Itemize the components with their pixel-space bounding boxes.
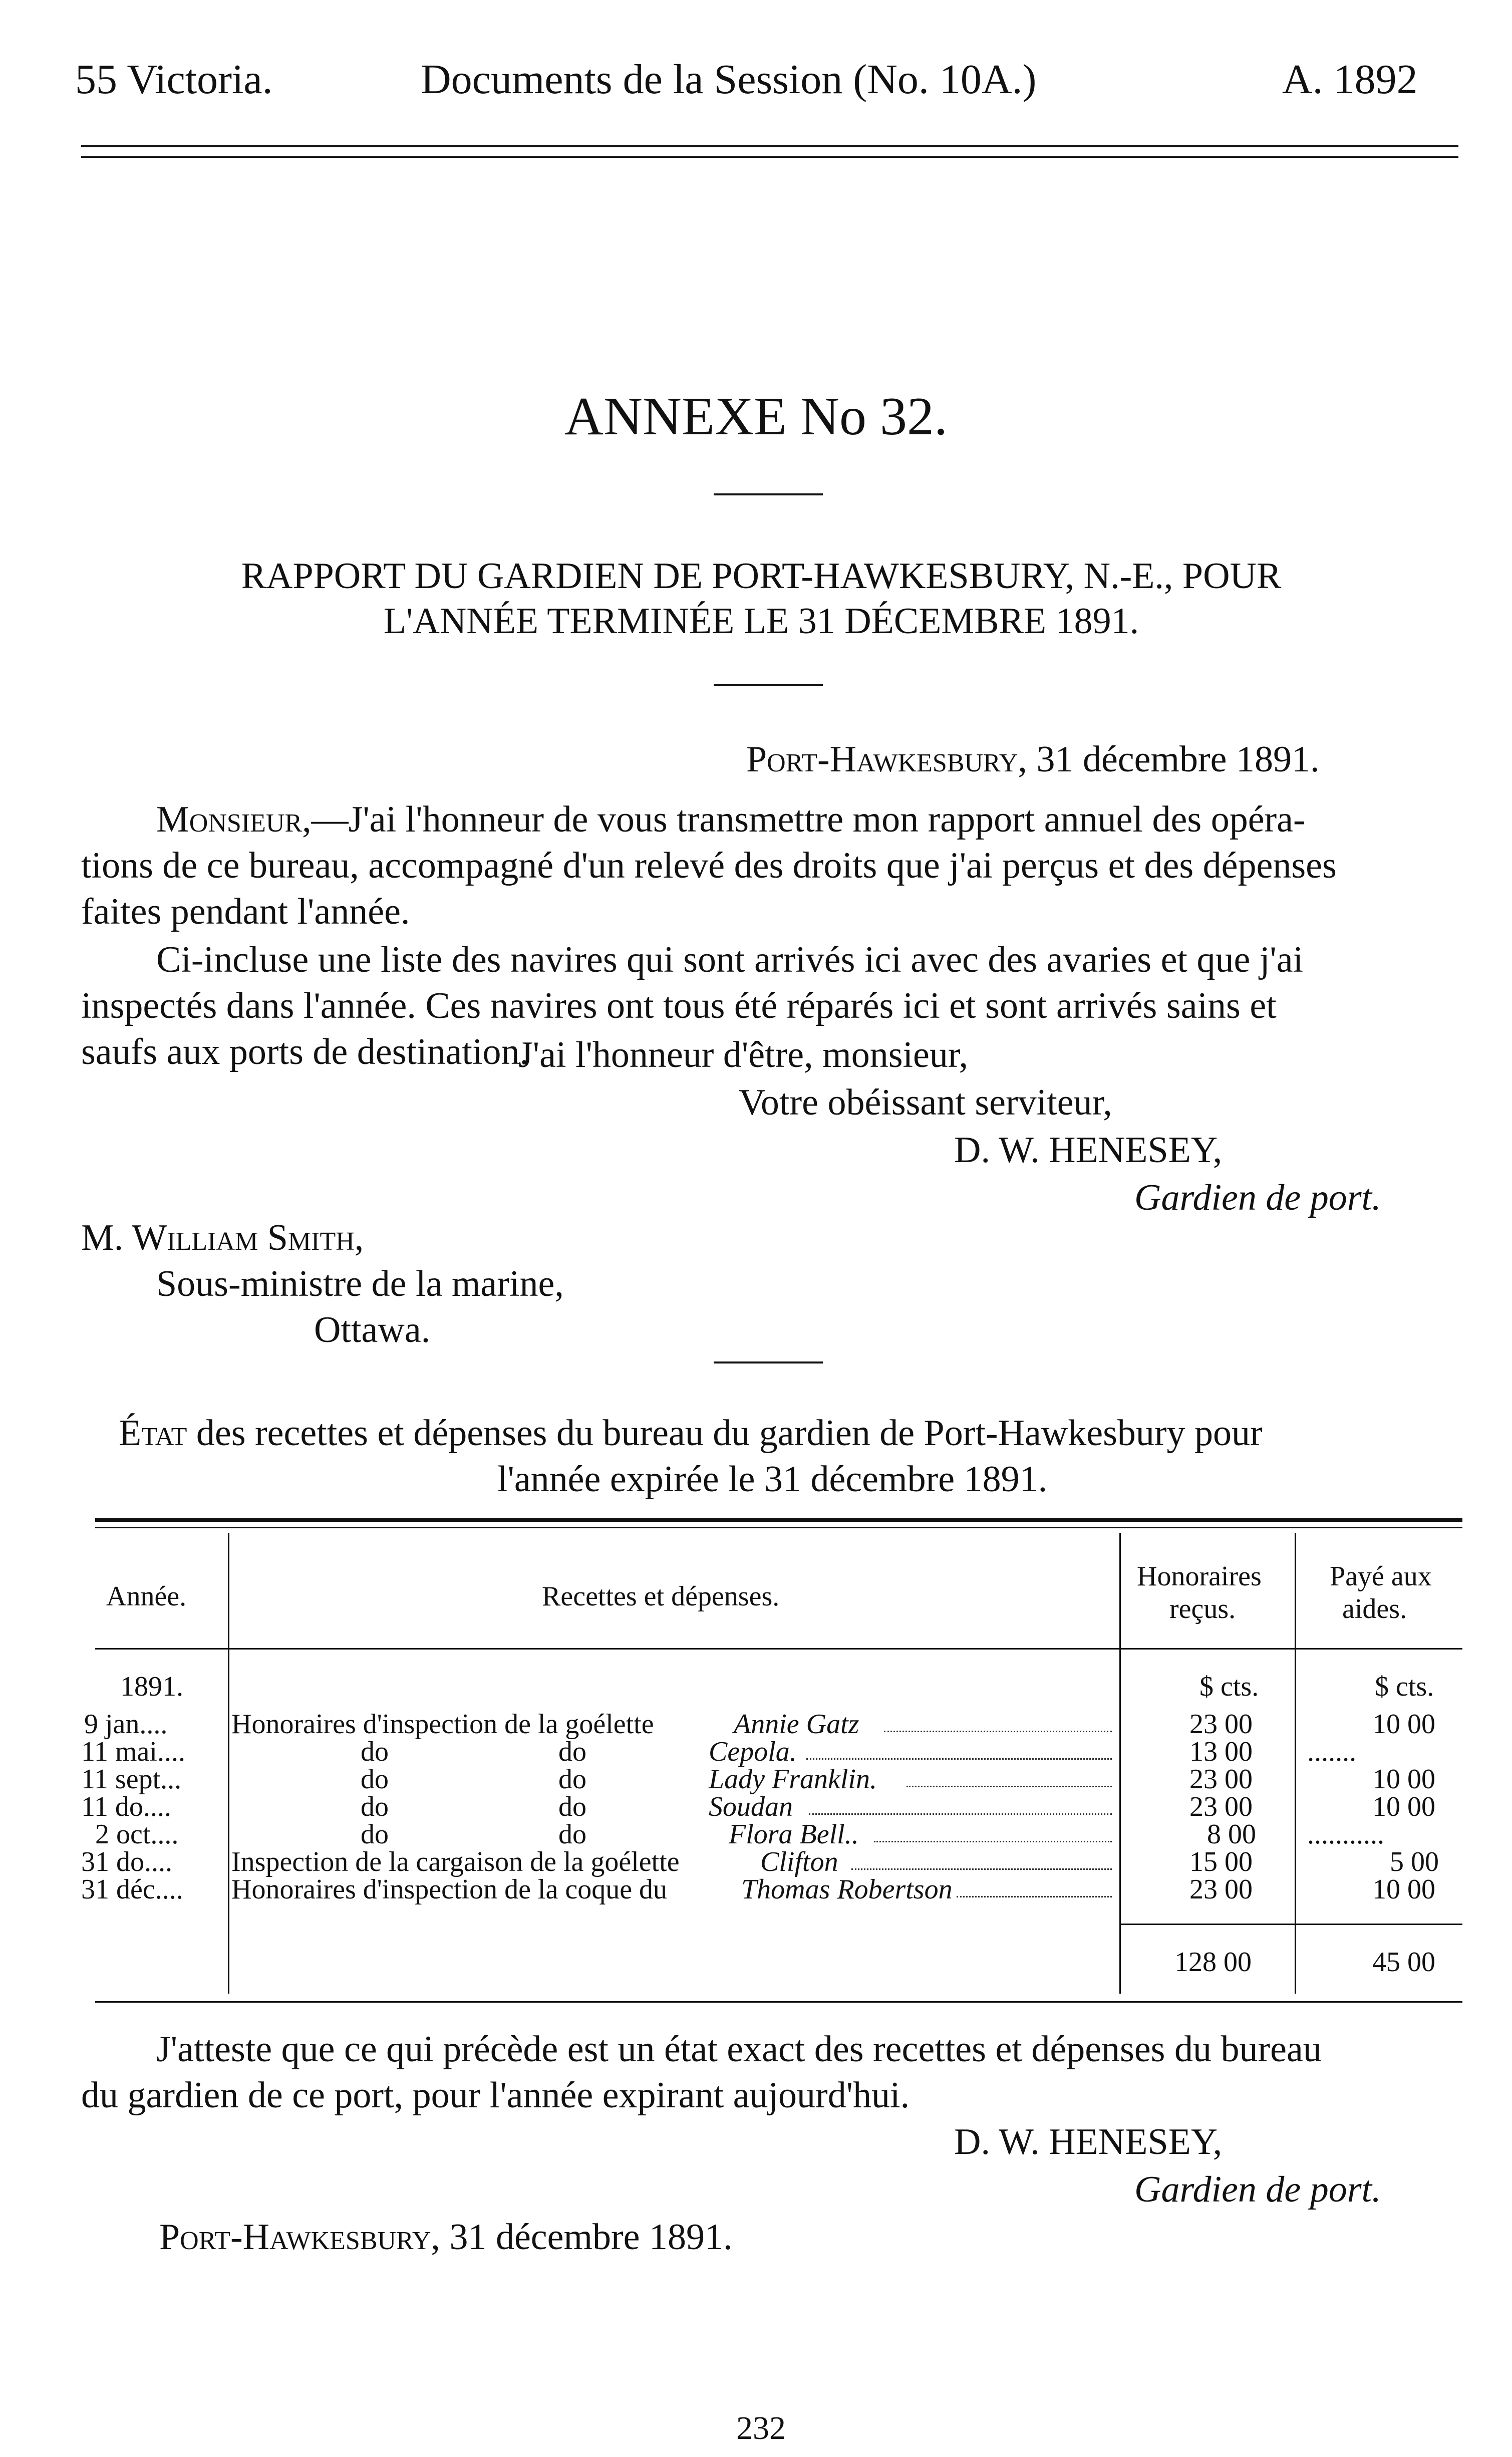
table-row-leader xyxy=(884,1731,1112,1732)
table-row-fees: 13 00 xyxy=(1189,1736,1253,1767)
table-total-fees: 128 00 xyxy=(1174,1947,1252,1978)
table-row-leader xyxy=(809,1813,1112,1815)
attestation-line2: du gardien de ce port, pour l'année expirant aujourd'hui. xyxy=(81,2075,910,2116)
title-separator xyxy=(714,493,823,495)
letter-paragraph-1 xyxy=(81,796,1463,935)
table-row-ditto: do xyxy=(361,1791,389,1822)
table-row-paid: ........... xyxy=(1307,1819,1384,1850)
table-rule-top-thin xyxy=(95,1527,1462,1528)
letter-signature: D. W. HENESEY, xyxy=(954,1130,1223,1171)
table-row-fees: 23 00 xyxy=(1189,1764,1253,1795)
table-header-paid-2: aides. xyxy=(1342,1593,1407,1624)
table-row-ship: Annie Gatz xyxy=(734,1709,859,1740)
table-total-paid: 45 00 xyxy=(1372,1947,1435,1978)
letter-para2-line2: inspectés dans l'année. Ces navires ont tous été réparés ici et sont arrivés sains et xyxy=(81,985,1277,1026)
table-row-leader xyxy=(851,1868,1112,1870)
table-row-ditto: do xyxy=(361,1819,389,1850)
table-header-fees-1: Honoraires xyxy=(1137,1561,1262,1592)
table-row-date: 9 jan.... xyxy=(84,1709,168,1740)
table-row-ditto: do xyxy=(558,1819,586,1850)
table-row-paid: 10 00 xyxy=(1372,1874,1435,1905)
table-row-date: 31 do.... xyxy=(81,1846,172,1877)
table-row-ditto: do xyxy=(361,1736,389,1767)
letter-para2-line1: Ci-incluse une liste des navires qui sont arrivés ici avec des avaries et que j'ai xyxy=(156,939,1304,980)
table-row-date: 11 mai.... xyxy=(81,1736,185,1767)
attestation-line1: J'atteste que ce qui précède est un état exact des recettes et dépenses du bureau xyxy=(156,2029,1322,2070)
recipient-name: M. William Smith, xyxy=(81,1217,364,1258)
report-title-line2: L'ANNÉE TERMINÉE LE 31 DÉCEMBRE 1891. xyxy=(383,601,1139,642)
report-title-separator xyxy=(714,684,823,686)
header-rule-bottom xyxy=(81,156,1458,158)
table-row-ditto: do xyxy=(558,1736,586,1767)
table-row-ship: Clifton xyxy=(760,1846,838,1877)
table-row-ship: Cepola. xyxy=(709,1736,797,1767)
report-title xyxy=(130,554,1392,644)
table-row-desc: Honoraires d'inspection de la goélette xyxy=(231,1709,654,1740)
table-row-fees: 8 00 xyxy=(1207,1819,1256,1850)
letter-para1-line2: tions de ce bureau, accompagné d'un relevé des droits que j'ai perçus et des dépenses xyxy=(81,845,1337,886)
letter-closing-1: J'ai l'honneur d'être, monsieur, xyxy=(518,1034,969,1075)
table-row-fees: 23 00 xyxy=(1189,1791,1253,1822)
table-row-paid: 10 00 xyxy=(1372,1709,1435,1740)
table-rule-top xyxy=(95,1518,1462,1522)
table-year-row: 1891. xyxy=(120,1671,183,1702)
recipient-block xyxy=(81,1215,564,1353)
table-totals-rule xyxy=(1119,1924,1462,1925)
table-currency-paid: $ cts. xyxy=(1375,1671,1434,1702)
table-header-desc: Recettes et dépenses. xyxy=(542,1581,780,1612)
page-number: 232 xyxy=(736,2410,786,2446)
table-row-ship: Thomas Robertson xyxy=(741,1874,953,1905)
table-row-leader xyxy=(806,1758,1112,1760)
attestation-date: 31 décembre 1891. xyxy=(440,2217,733,2258)
table-row-paid: 5 00 xyxy=(1390,1846,1439,1877)
letter-date-place: Port-Hawkesbury, xyxy=(746,739,1027,780)
annex-title: ANNEXE No 32. xyxy=(564,387,948,446)
table-row-paid: 10 00 xyxy=(1372,1764,1435,1795)
attestation-dateline xyxy=(159,2214,733,2260)
table-row-paid: ....... xyxy=(1307,1736,1356,1767)
table-row-paid: 10 00 xyxy=(1372,1791,1435,1822)
table-header-paid-1: Payé aux xyxy=(1330,1561,1432,1592)
table-rule-bottom xyxy=(95,2001,1462,2003)
table-row-date: 31 déc.... xyxy=(81,1874,183,1905)
table-row-fees: 23 00 xyxy=(1189,1874,1253,1905)
recipient-title: Sous-ministre de la marine, xyxy=(156,1263,564,1304)
statement-title-sc: État xyxy=(119,1413,187,1454)
table-row-leader xyxy=(874,1841,1112,1842)
table-currency-fees: $ cts. xyxy=(1199,1671,1259,1702)
table-row-ship: Soudan xyxy=(709,1791,793,1822)
attestation xyxy=(81,2026,1463,2118)
statement-title-line1: des recettes et dépenses du bureau du gardien de Port-Hawkesbury pour xyxy=(187,1413,1263,1454)
table-row-fees: 23 00 xyxy=(1189,1709,1253,1740)
table-row-leader xyxy=(906,1786,1112,1787)
letter-separator xyxy=(714,1361,823,1363)
table-row-ditto: do xyxy=(558,1791,586,1822)
table-row-ship: Flora Bell.. xyxy=(729,1819,859,1850)
attestation-signature: D. W. HENESEY, xyxy=(954,2121,1223,2162)
table-header-fees-2: reçus. xyxy=(1169,1593,1236,1624)
attestation-place: Port-Hawkesbury, xyxy=(159,2217,440,2258)
letter-signature-title: Gardien de port. xyxy=(1134,1177,1381,1218)
table-row-desc: Honoraires d'inspection de la coque du xyxy=(231,1874,668,1905)
attestation-signature-title: Gardien de port. xyxy=(1134,2169,1381,2210)
table-col-divider-1 xyxy=(228,1533,229,1994)
letter-para1-line3: faites pendant l'année. xyxy=(81,891,410,932)
table-row-date: 2 oct.... xyxy=(95,1819,179,1850)
letter-closing-2: Votre obéissant serviteur, xyxy=(739,1082,1112,1123)
header-rule-top xyxy=(81,145,1458,147)
table-row-ditto: do xyxy=(361,1764,389,1795)
report-title-line1: RAPPORT DU GARDIEN DE PORT-HAWKESBURY, N.-E., POUR xyxy=(241,556,1282,597)
table-row-fees: 15 00 xyxy=(1189,1846,1253,1877)
table-row-leader xyxy=(957,1896,1112,1897)
table-row-date: 11 do.... xyxy=(81,1791,171,1822)
letter-salutation: Monsieur, xyxy=(156,799,312,840)
header-session-left: 55 Victoria. xyxy=(75,56,273,103)
header-documents-title: Documents de la Session (No. 10A.) xyxy=(421,56,1037,103)
letter-para2-line3: saufs aux ports de destination. xyxy=(81,1031,529,1072)
table-row-ship: Lady Franklin. xyxy=(709,1764,877,1795)
table-row-ditto: do xyxy=(558,1764,586,1795)
letter-date: 31 décembre 1891. xyxy=(1027,739,1320,780)
table-header-year: Année. xyxy=(106,1581,187,1612)
table-row-desc: Inspection de la cargaison de la goélette xyxy=(231,1846,680,1877)
letter-dateline xyxy=(746,736,1320,782)
statement-title xyxy=(81,1410,1463,1502)
table-row-date: 11 sept... xyxy=(81,1764,182,1795)
statement-title-line2: l'année expirée le 31 décembre 1891. xyxy=(497,1459,1048,1500)
table-header-rule xyxy=(95,1648,1462,1650)
recipient-city: Ottawa. xyxy=(314,1309,431,1350)
header-year: A. 1892 xyxy=(1282,56,1418,103)
letter-para1-line1: —J'ai l'honneur de vous transmettre mon rapport annuel des opéra- xyxy=(311,799,1306,840)
